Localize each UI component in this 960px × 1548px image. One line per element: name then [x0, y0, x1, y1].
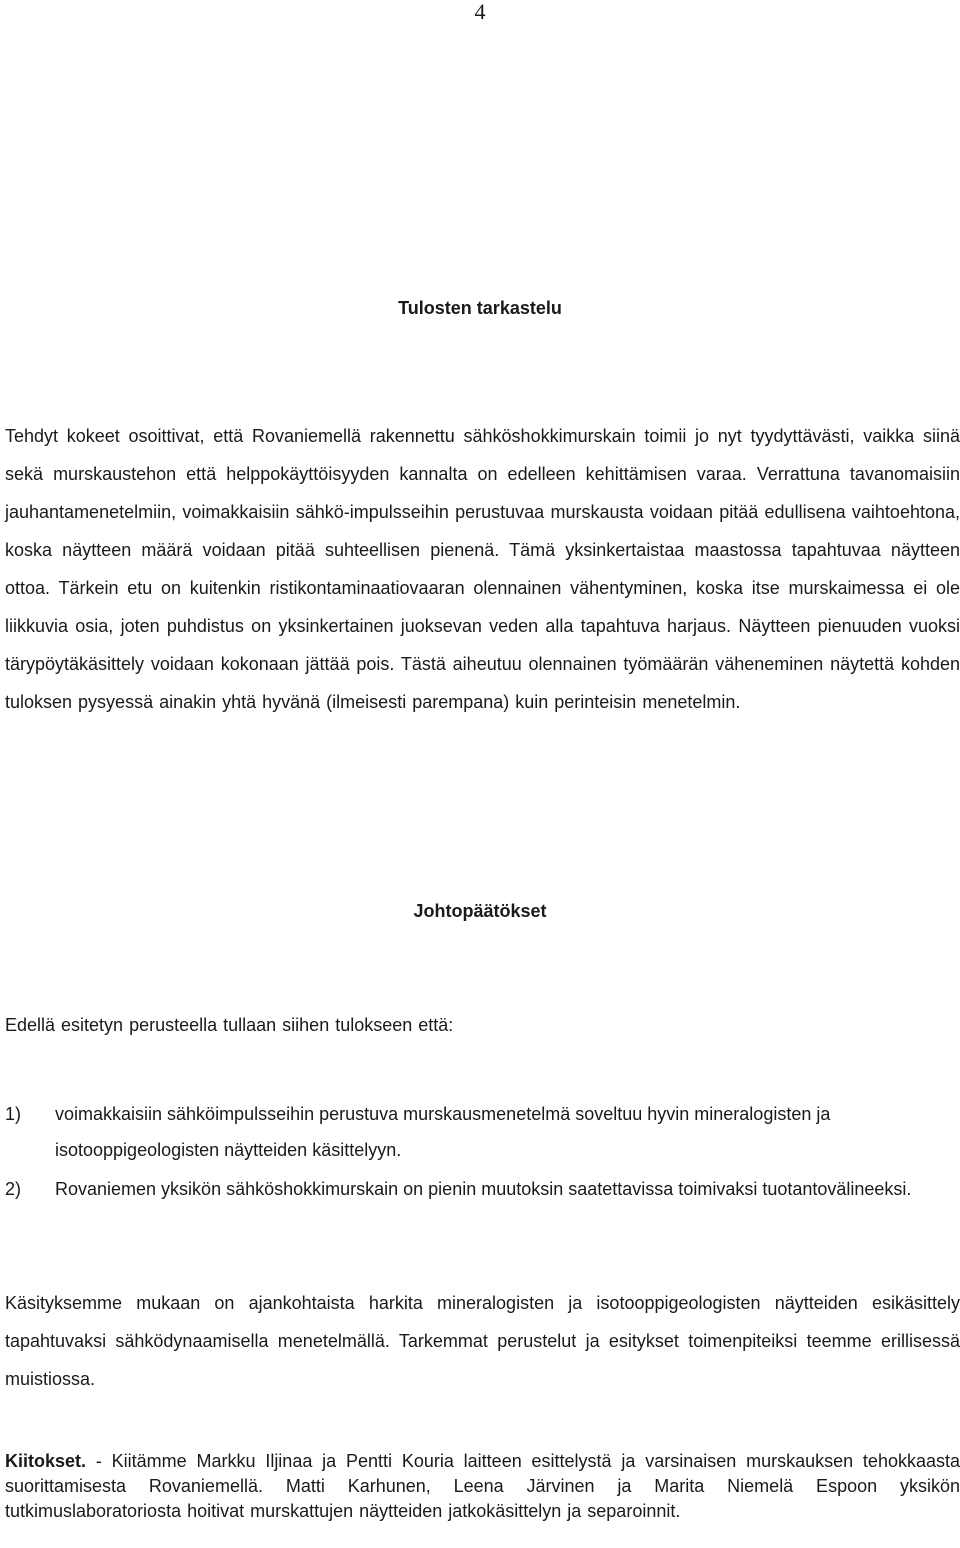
page-number: 4: [474, 0, 486, 24]
conclusions-closing: Käsityksemme mukaan on ajankohtaista harkita mineralogisten ja isotooppigeologisten näytteiden esikäsittely tapahtuvaksi sähködynaamisella menetelmällä. Tarkemmat perustelut ja esitykset toimenpiteiksi teemme erillisessä muistiossa.: [5, 1293, 960, 1389]
list-item-number: 2): [5, 1179, 22, 1199]
acknowledgements-paragraph: [5, 1449, 960, 1524]
list-item-text: voimakkaisiin sähköimpulsseihin perustuva murskausmenetelmä soveltuu hyvin mineralogisten ja isotooppigeologisten näytteiden käsittelyyn.: [55, 1104, 831, 1160]
acknowledgements-text: - Kiitämme Markku Iljinaa ja Pentti Kouria laitteen esittelystä ja varsinaisen murskauksen tehokkaasta suorittamisesta Rovaniemellä. Matti Karhunen, Leena Järvinen ja Marita Niemelä Espoon yksikön tutkimuslaboratoriosta hoitivat murskattujen näytteiden jatkokäsittelyn ja separoinnit.: [5, 1451, 960, 1521]
results-paragraph: Tehdyt kokeet osoittivat, että Rovaniemellä rakennettu sähköshokkimurskain toimii jo nyt tyydyttävästi, vaikka siinä sekä murskaustehon että helppokäyttöisyyden kannalta on edelleen kehittämisen varaa. Verrattuna tavanomaisiin jauhantamenetelmiin, voimakkaisiin sähkö-impulsseihin perustuvaa murskausta voidaan pitää edullisena vaihtoehtona, koska näytteen määrä voidaan pitää suhteellisen pienenä. Tämä yksinkertaistaa maastossa tapahtuvaa näytteen ottoa. Tärkein etu on kuitenkin ristikontaminaatiovaaran olennainen vähentyminen, koska itse murskaimessa ei ole liikkuvia osia, joten puhdistus on yksinkertainen juoksevan veden alla tapahtuva harjaus. Näytteen pienuuden vuoksi tärypöytäkäsittely voidaan kokonaan jättää pois. Tästä aiheutuu olennainen työmäärän väheneminen näytettä kohden tuloksen pysyessä ainakin yhtä hyvänä (ilmeisesti parempana) kuin perinteisin menetelmin.: [5, 426, 960, 712]
list-item: [5, 1171, 925, 1207]
section-heading-results: Tulosten tarkastelu: [398, 298, 562, 318]
list-item-number: 1): [5, 1104, 22, 1124]
section-heading-conclusions: Johtopäätökset: [413, 901, 547, 921]
conclusions-intro: Edellä esitetyn perusteella tullaan siihen tulokseen että:: [5, 1015, 454, 1035]
list-item: [5, 1096, 925, 1168]
list-item-text: Rovaniemen yksikön sähköshokkimurskain on pienin muutoksin saatettavissa toimivaksi tuotantovälineeksi.: [55, 1179, 912, 1199]
acknowledgements-label: Kiitokset.: [5, 1451, 87, 1471]
